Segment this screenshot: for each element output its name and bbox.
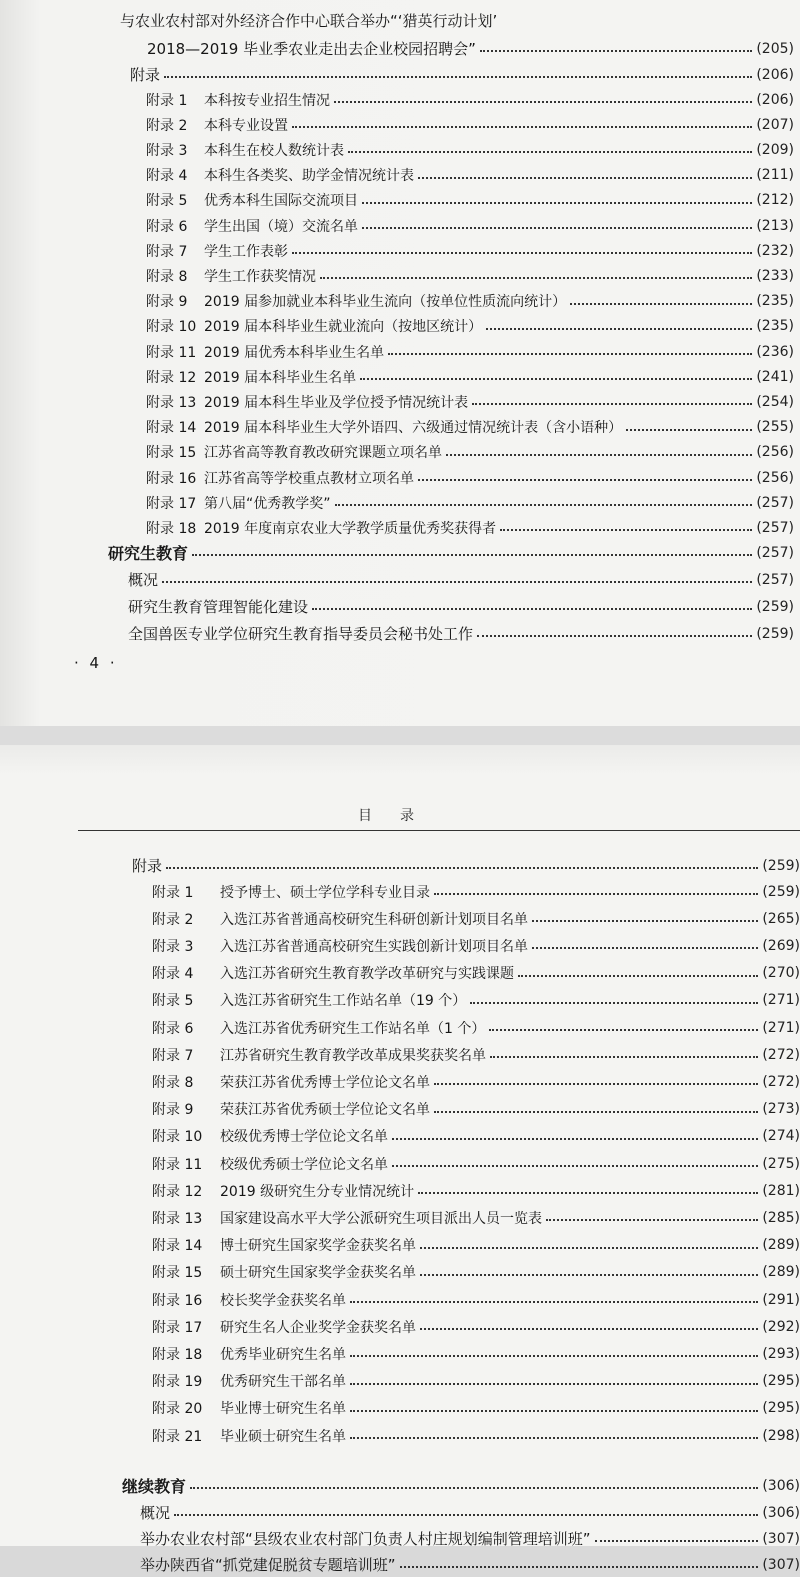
- toc-intro-line-2: [147, 36, 794, 61]
- toc-appendix-entry: [146, 213, 794, 238]
- toc-appendix-entry: [152, 1369, 800, 1394]
- appendix-number: 附录 2: [146, 117, 188, 134]
- toc-entry-page: (289): [762, 1237, 800, 1254]
- toc-page-bottom: [0, 745, 800, 1574]
- toc-entry-page: (295): [762, 1400, 800, 1417]
- toc-appendix-entry: [146, 163, 794, 188]
- dot-leader: [348, 150, 752, 153]
- toc-appendix-entry: [152, 1260, 800, 1285]
- toc-appendix-heading: [132, 853, 800, 878]
- dot-leader: [350, 1300, 758, 1303]
- toc-entry-page: (213): [756, 217, 794, 234]
- dot-leader: [392, 1164, 758, 1167]
- toc-entry-page: (271): [762, 1019, 800, 1036]
- toc-entry-page: (273): [762, 1101, 800, 1118]
- toc-entry-page: (293): [762, 1345, 800, 1362]
- toc-entry-title: 概况: [128, 571, 159, 589]
- toc-appendix-entry: [152, 906, 800, 931]
- dot-leader: [362, 201, 752, 204]
- toc-appendix-entry: [152, 1097, 800, 1122]
- toc-entry-page: (254): [756, 393, 794, 410]
- toc-appendix-entry: [146, 465, 794, 490]
- toc-appendix-entry: [152, 1178, 800, 1203]
- toc-entry-page: (289): [762, 1264, 800, 1281]
- toc-entry-title: 校级优秀硕士学位论文名单: [220, 1156, 388, 1173]
- dot-leader: [174, 1513, 758, 1516]
- appendix-number: 附录 17: [152, 1319, 203, 1336]
- toc-entry-page: (272): [762, 1073, 800, 1090]
- toc-entry-title: 学生工作获奖情况: [204, 268, 316, 285]
- toc-entry-page: (298): [762, 1427, 800, 1444]
- dot-leader: [350, 1354, 758, 1357]
- dot-leader: [434, 1082, 758, 1085]
- dot-leader: [418, 478, 752, 481]
- toc-entry-page: (307): [762, 1556, 800, 1573]
- dot-leader: [532, 919, 758, 922]
- toc-appendix-entry: [152, 1233, 800, 1258]
- toc-appendix-entry: [146, 137, 794, 162]
- toc-entry-page: (272): [762, 1046, 800, 1063]
- toc-entry-page: (211): [756, 167, 794, 184]
- toc-entry-page: (259): [756, 625, 794, 642]
- toc-appendix-entry: [146, 515, 794, 540]
- toc-entry-page: (274): [762, 1128, 800, 1145]
- dot-leader: [362, 226, 752, 229]
- toc-entry-page: (235): [756, 318, 794, 335]
- toc-entry-title: 2019 年度南京农业大学教学质量优秀奖获得者: [204, 520, 497, 537]
- toc-entry-title: 荣获江苏省优秀博士学位论文名单: [220, 1074, 430, 1091]
- appendix-number: 附录 13: [146, 394, 197, 411]
- dot-leader: [164, 75, 752, 78]
- toc-appendix-entry: [152, 961, 800, 986]
- dot-leader: [595, 1539, 759, 1542]
- toc-appendix-entry: [146, 188, 794, 213]
- toc-appendix-entry: [146, 364, 794, 389]
- toc-section-heading: [108, 540, 794, 565]
- toc-appendix-entry: [146, 440, 794, 465]
- appendix-number: 附录 16: [146, 470, 197, 487]
- dot-leader: [500, 528, 752, 531]
- toc-entry-page: (271): [762, 992, 800, 1009]
- dot-leader: [490, 1055, 758, 1058]
- dot-leader: [472, 402, 752, 405]
- toc-appendix-entry: [146, 415, 794, 440]
- dot-leader: [350, 1409, 758, 1412]
- toc-entry-title: 举办农业农村部“县级农业农村部门负责人村庄规划编制管理培训班”: [140, 1530, 591, 1548]
- toc-appendix-entry: [152, 933, 800, 958]
- toc-page-top: [0, 0, 800, 726]
- toc-appendix-entry: [152, 1396, 800, 1421]
- appendix-number: 附录 4: [146, 168, 188, 185]
- toc-entry-title: 研究生教育: [108, 544, 189, 563]
- appendix-number: 附录 3: [152, 938, 194, 955]
- dot-leader: [420, 1246, 758, 1249]
- toc-entry-title: 2019 届优秀本科毕业生名单: [204, 344, 385, 361]
- dot-leader: [360, 377, 752, 380]
- appendix-number: 附录 2: [152, 911, 194, 928]
- toc-entry-title: 博士研究生国家奖学金获奖名单: [220, 1238, 416, 1255]
- dot-leader: [320, 276, 752, 279]
- toc-entry-title: 毕业硕士研究生名单: [220, 1428, 346, 1445]
- running-header: 目录: [358, 808, 442, 824]
- toc-entry-title: 优秀研究生干部名单: [220, 1374, 346, 1391]
- dot-leader: [418, 176, 752, 179]
- toc-entry-page: (292): [762, 1318, 800, 1335]
- toc-entry-page: (295): [762, 1373, 800, 1390]
- toc-entry-title: 入选江苏省研究生教育教学改革研究与实践课题: [220, 966, 514, 983]
- toc-entry-title: 2018—2019 毕业季农业走出去企业校园招聘会”: [147, 40, 476, 58]
- toc-entry-title: 优秀本科生国际交流项目: [204, 193, 358, 210]
- dot-leader: [546, 1218, 758, 1221]
- toc-entry-title: 国家建设高水平大学公派研究生项目派出人员一览表: [220, 1210, 542, 1227]
- toc-appendix-entry: [146, 389, 794, 414]
- toc-intro-line-1: [120, 8, 800, 33]
- toc-entry-page: (259): [756, 598, 794, 615]
- appendix-number: 附录 1: [152, 884, 194, 901]
- appendix-number: 附录 3: [146, 142, 188, 159]
- dot-leader: [434, 892, 758, 895]
- toc-entry-page: (257): [756, 544, 794, 561]
- toc-entry-title: 硕士研究生国家奖学金获奖名单: [220, 1265, 416, 1282]
- appendix-number: 附录 19: [152, 1374, 203, 1391]
- toc-entry-title: 概况: [140, 1504, 171, 1522]
- toc-appendix-entry: [146, 339, 794, 364]
- appendix-number: 附录 6: [152, 1020, 194, 1037]
- toc-entry-title: 入选江苏省普通高校研究生实践创新计划项目名单: [220, 938, 528, 955]
- appendix-number: 附录 11: [146, 344, 197, 361]
- dot-leader: [392, 1137, 758, 1140]
- dot-leader: [350, 1436, 758, 1439]
- toc-entry-page: (291): [762, 1291, 800, 1308]
- toc-entry-title: 入选江苏省普通高校研究生科研创新计划项目名单: [220, 911, 528, 928]
- appendix-number: 附录 8: [146, 268, 188, 285]
- toc-appendix-entry: [152, 1423, 800, 1448]
- toc-entry-page: (207): [756, 116, 794, 133]
- appendix-number: 附录 5: [146, 193, 188, 210]
- toc-entry-title: 2019 届参加就业本科毕业生流向（按单位性质流向统计）: [204, 294, 567, 311]
- toc-appendix-entry: [152, 1124, 800, 1149]
- appendix-number: 附录 9: [146, 294, 188, 311]
- toc-entry-title: 研究生教育管理智能化建设: [128, 598, 309, 616]
- toc-appendix-entry: [152, 1042, 800, 1067]
- appendix-number: 附录 17: [146, 495, 197, 512]
- toc-entry-page: (275): [762, 1155, 800, 1172]
- toc-appendix-entry: [152, 1205, 800, 1230]
- toc-entry-page: (206): [756, 91, 794, 108]
- toc-appendix-heading: [130, 62, 794, 87]
- toc-entry-title: 江苏省研究生教育教学改革成果奖获奖名单: [220, 1047, 486, 1064]
- toc-entry-title: 江苏省高等教育教改研究课题立项名单: [204, 445, 442, 462]
- appendix-number: 附录 6: [146, 218, 188, 235]
- appendix-number: 附录 10: [146, 319, 197, 336]
- toc-entry-title: 附录: [132, 857, 163, 875]
- toc-entry-page: (270): [762, 965, 800, 982]
- toc-appendix-entry: [146, 289, 794, 314]
- appendix-number: 附录 8: [152, 1074, 194, 1091]
- toc-entry-page: (259): [762, 883, 800, 900]
- appendix-number: 附录 20: [152, 1401, 203, 1418]
- dot-leader: [532, 946, 758, 949]
- toc-entry-page: (232): [756, 242, 794, 259]
- appendix-number: 附录 1: [146, 92, 188, 109]
- toc-entry-title: 校长奖学金获奖名单: [220, 1292, 346, 1309]
- toc-entry-page: (307): [762, 1530, 800, 1547]
- toc-entry-page: (257): [756, 571, 794, 588]
- toc-entry-title: 荣获江苏省优秀硕士学位论文名单: [220, 1102, 430, 1119]
- appendix-number: 附录 18: [152, 1346, 203, 1363]
- appendix-number: 附录 12: [146, 369, 197, 386]
- toc-entry-page: (255): [756, 419, 794, 436]
- appendix-number: 附录 7: [146, 243, 188, 260]
- toc-appendix-entry: [146, 490, 794, 515]
- dot-leader: [420, 1327, 758, 1330]
- toc-appendix-entry: [152, 988, 800, 1013]
- toc-entry: [140, 1552, 800, 1577]
- dot-leader: [480, 49, 752, 52]
- appendix-number: 附录 9: [152, 1102, 194, 1119]
- toc-entry-title: 继续教育: [122, 1477, 187, 1496]
- dot-leader: [292, 125, 752, 128]
- toc-entry-title: 2019 届本科生毕业及学位授予情况统计表: [204, 394, 469, 411]
- toc-entry-title: 本科按专业招生情况: [204, 92, 330, 109]
- appendix-number: 附录 7: [152, 1047, 194, 1064]
- toc-entry-page: (235): [756, 293, 794, 310]
- toc-entry: [140, 1500, 800, 1525]
- dot-leader: [312, 607, 752, 610]
- toc-entry-title: 举办陕西省“抓党建促脱贫专题培训班”: [140, 1556, 396, 1574]
- toc-entry-page: (269): [762, 937, 800, 954]
- toc-entry-title: 本科生各类奖、助学金情况统计表: [204, 168, 414, 185]
- toc-entry-page: (257): [756, 519, 794, 536]
- toc-section-heading: [122, 1473, 800, 1498]
- toc-appendix-entry: [152, 1151, 800, 1176]
- toc-appendix-entry: [146, 87, 794, 112]
- appendix-number: 附录 12: [152, 1183, 203, 1200]
- dot-leader: [292, 251, 752, 254]
- toc-entry-title: 2019 届本科毕业生就业流向（按地区统计）: [204, 319, 483, 336]
- appendix-number: 附录 21: [152, 1428, 203, 1445]
- toc-appendix-entry: [152, 1069, 800, 1094]
- appendix-number: 附录 4: [152, 966, 194, 983]
- toc-entry-page: (233): [756, 267, 794, 284]
- appendix-number: 附录 14: [152, 1238, 203, 1255]
- toc-appendix-entry: [152, 1341, 800, 1366]
- toc-entry-title: 研究生名人企业奖学金获奖名单: [220, 1319, 416, 1336]
- toc-entry-page: (285): [762, 1209, 800, 1226]
- appendix-number: 附录 13: [152, 1210, 203, 1227]
- dot-leader: [434, 1110, 758, 1113]
- toc-appendix-entry: [146, 314, 794, 339]
- appendix-number: 附录 10: [152, 1129, 203, 1146]
- appendix-number: 附录 11: [152, 1156, 203, 1173]
- toc-entry-title: 2019 届本科毕业生名单: [204, 369, 357, 386]
- toc-appendix-entry: [152, 1015, 800, 1040]
- dot-leader: [570, 302, 752, 305]
- toc-entry-title: 授予博士、硕士学位学科专业目录: [220, 884, 430, 901]
- toc-appendix-entry: [152, 1314, 800, 1339]
- toc-entry-page: (212): [756, 192, 794, 209]
- toc-entry-page: (265): [762, 910, 800, 927]
- toc-entry-page: (256): [756, 444, 794, 461]
- toc-entry-page: (259): [762, 857, 800, 874]
- toc-entry: [128, 594, 794, 619]
- toc-entry-page: (281): [762, 1182, 800, 1199]
- toc-entry-title: 校级优秀博士学位论文名单: [220, 1129, 388, 1146]
- toc-entry-title: 本科生在校人数统计表: [204, 142, 344, 159]
- appendix-number: 附录 5: [152, 993, 194, 1010]
- toc-entry-title: 与农业农村部对外经济合作中心联合举办“‘猎英行动计划’: [120, 12, 498, 30]
- toc-entry-title: 优秀毕业研究生名单: [220, 1346, 346, 1363]
- dot-leader: [418, 1191, 758, 1194]
- page-number: · 4 ·: [74, 654, 118, 672]
- appendix-number: 附录 15: [152, 1265, 203, 1282]
- appendix-number: 附录 15: [146, 445, 197, 462]
- dot-leader: [190, 1486, 758, 1489]
- dot-leader: [489, 1028, 758, 1031]
- toc-entry-title: 学生出国（境）交流名单: [204, 218, 358, 235]
- toc-appendix-entry: [146, 112, 794, 137]
- toc-appendix-entry: [152, 1287, 800, 1312]
- toc-entry-title: 第八届“优秀教学奖”: [204, 495, 331, 512]
- dot-leader: [350, 1382, 758, 1385]
- dot-leader: [470, 1001, 758, 1004]
- toc-entry-page: (236): [756, 343, 794, 360]
- toc-entry-title: 2019 届本科毕业生大学外语四、六级通过情况统计表（含小语种）: [204, 420, 623, 437]
- toc-entry-title: 本科专业设置: [204, 117, 288, 134]
- dot-leader: [518, 974, 758, 977]
- dot-leader: [486, 327, 752, 330]
- toc-entry-page: (205): [756, 40, 794, 57]
- appendix-number: 附录 16: [152, 1292, 203, 1309]
- toc-appendix-entry: [146, 263, 794, 288]
- dot-leader: [626, 428, 752, 431]
- toc-entry-page: (306): [762, 1477, 800, 1494]
- page-gap: [0, 726, 800, 745]
- header-rule: [78, 830, 800, 831]
- dot-leader: [166, 866, 758, 869]
- appendix-number: 附录 18: [146, 520, 197, 537]
- toc-entry-page: (257): [756, 494, 794, 511]
- toc-entry-title: 江苏省高等学校重点教材立项名单: [204, 470, 414, 487]
- toc-entry-title: 附录: [130, 66, 161, 84]
- toc-entry-title: 学生工作表彰: [204, 243, 288, 260]
- toc-entry-page: (306): [762, 1504, 800, 1521]
- dot-leader: [335, 503, 753, 506]
- toc-appendix-entry: [152, 879, 800, 904]
- toc-entry: [128, 621, 794, 646]
- dot-leader: [334, 100, 752, 103]
- toc-entry: [128, 567, 794, 592]
- appendix-number: 附录 14: [146, 420, 197, 437]
- toc-entry-page: (241): [756, 368, 794, 385]
- toc-appendix-entry: [146, 238, 794, 263]
- dot-leader: [192, 553, 752, 556]
- toc-entry-title: 全国兽医专业学位研究生教育指导委员会秘书处工作: [128, 625, 474, 643]
- toc-entry-title: 入选江苏省研究生工作站名单（19 个）: [220, 993, 467, 1010]
- toc-entry-title: 毕业博士研究生名单: [220, 1401, 346, 1418]
- dot-leader: [388, 352, 752, 355]
- dot-leader: [420, 1273, 758, 1276]
- toc-entry-page: (209): [756, 141, 794, 158]
- toc-entry: [140, 1526, 800, 1551]
- dot-leader: [446, 453, 752, 456]
- toc-entry-page: (206): [756, 66, 794, 83]
- toc-entry-title: 2019 级研究生分专业情况统计: [220, 1183, 415, 1200]
- toc-entry-title: 入选江苏省优秀研究生工作站名单（1 个）: [220, 1020, 486, 1037]
- dot-leader: [162, 580, 752, 583]
- dot-leader: [400, 1565, 759, 1568]
- toc-entry-page: (256): [756, 469, 794, 486]
- dot-leader: [477, 634, 752, 637]
